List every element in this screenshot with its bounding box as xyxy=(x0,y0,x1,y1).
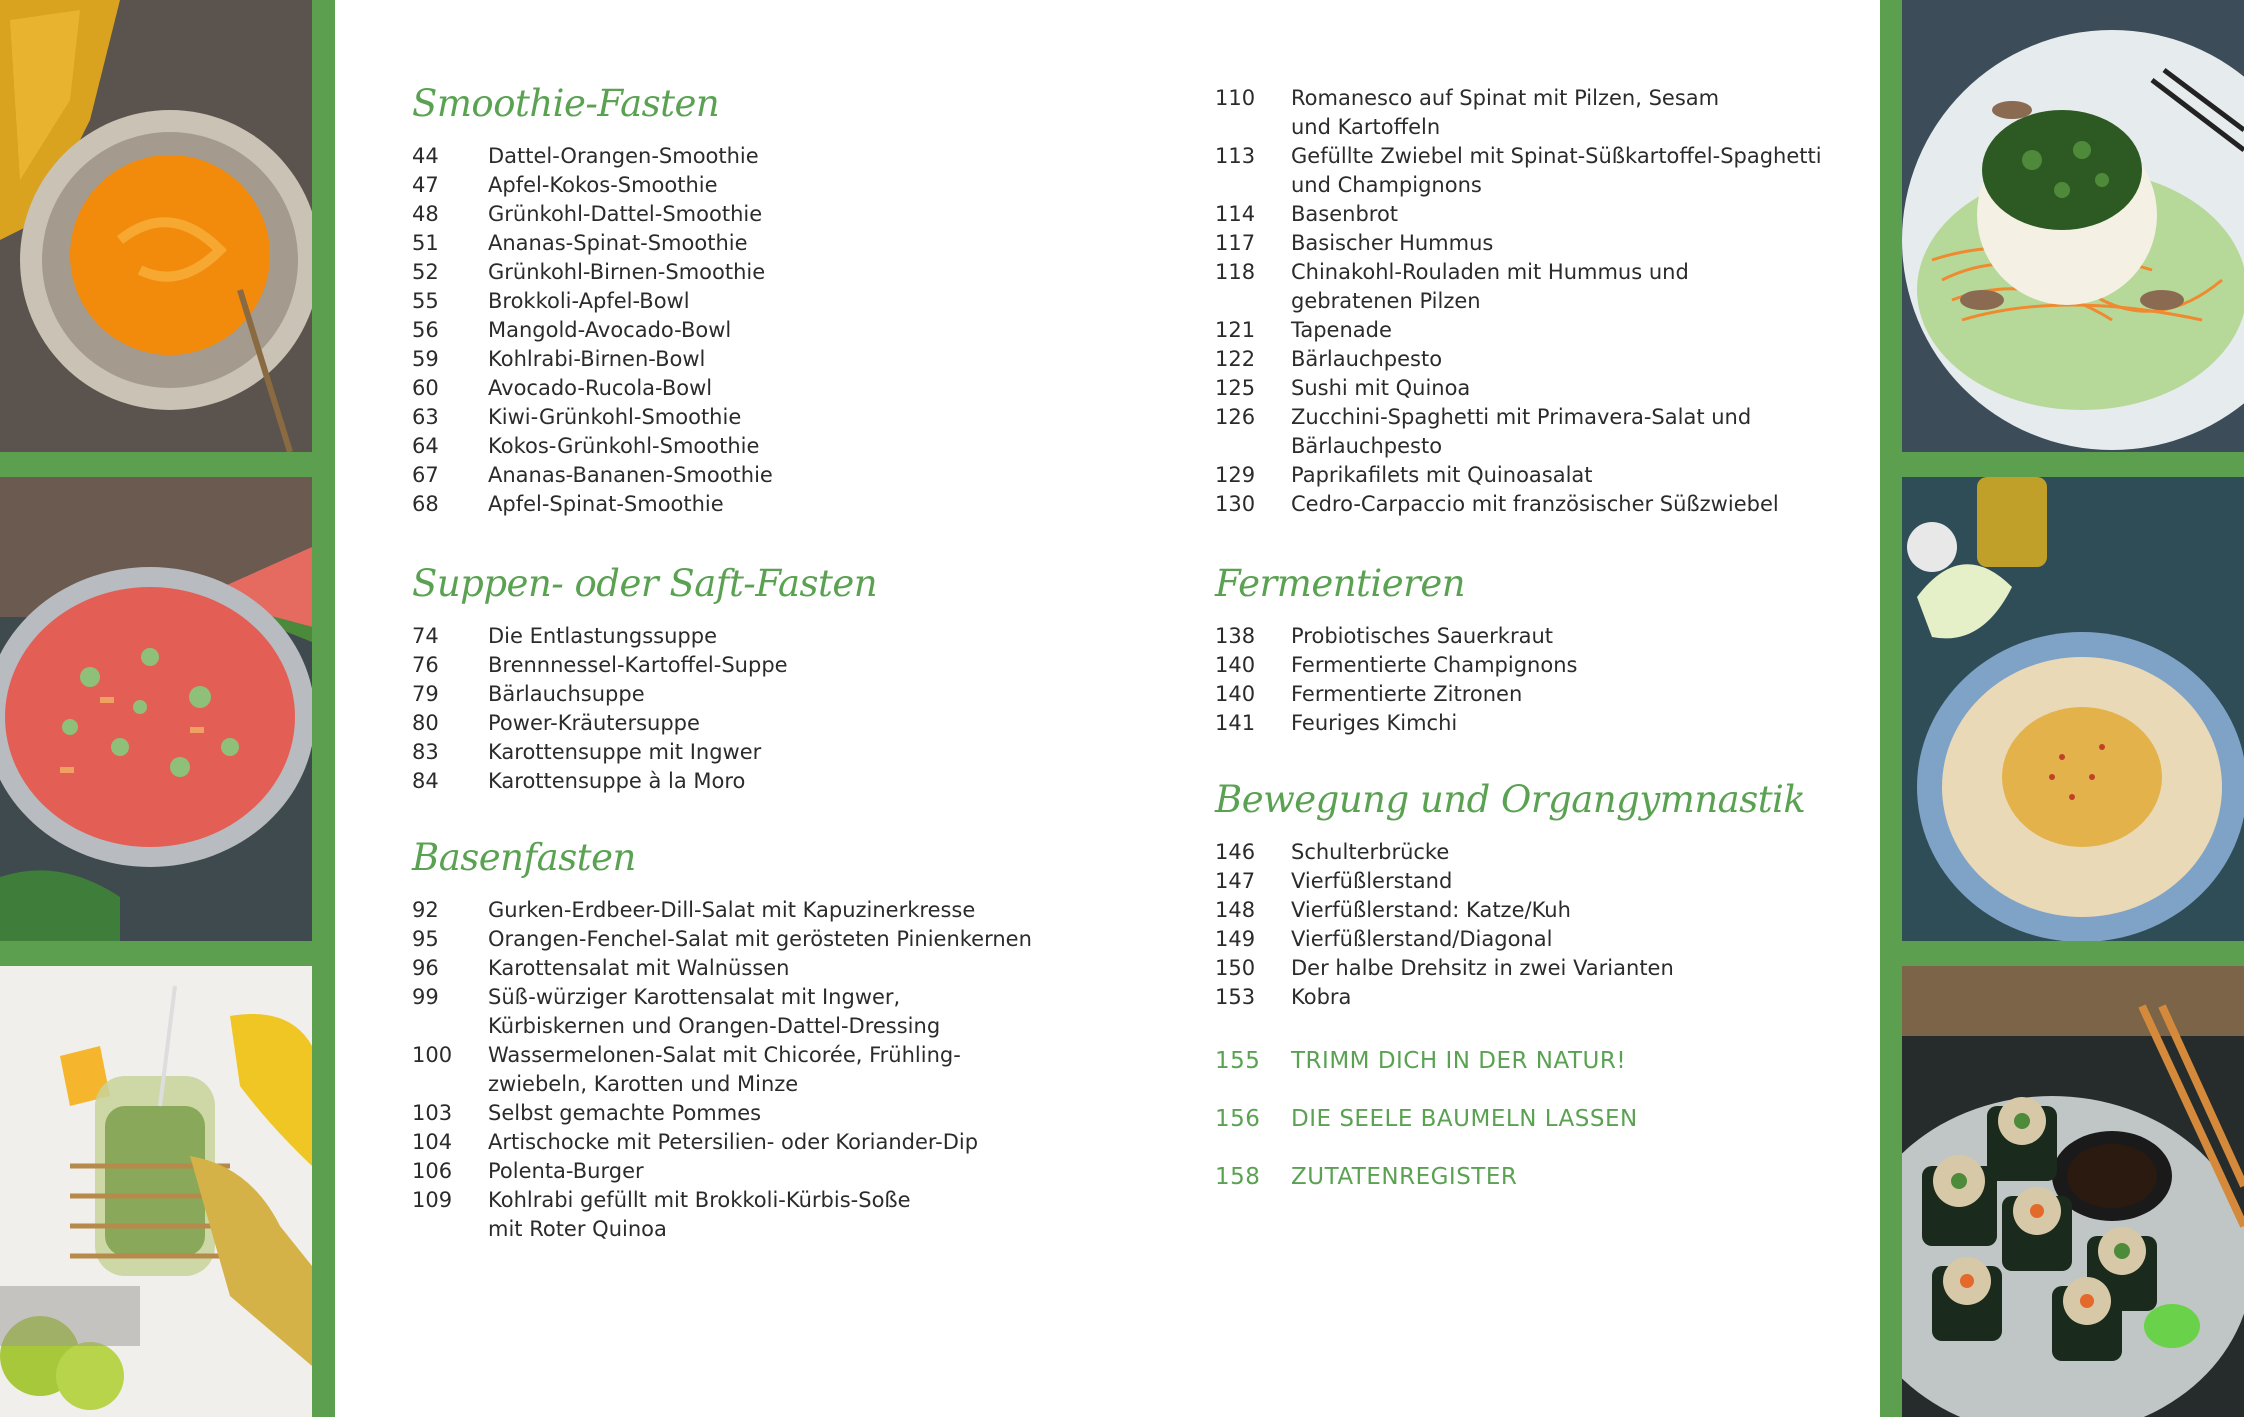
page-number: 47 xyxy=(412,173,439,197)
page-number: 79 xyxy=(412,682,439,706)
entry-title: Kohlrabi-Birnen-Bowl xyxy=(488,347,706,371)
page-number: 44 xyxy=(412,144,439,168)
page-number: 96 xyxy=(412,956,439,980)
entry-title: Vierfüßlerstand xyxy=(1291,869,1453,893)
page-number: 117 xyxy=(1215,231,1256,255)
entry-title: Basischer Hummus xyxy=(1291,231,1494,255)
page-number: 80 xyxy=(412,711,439,735)
entry-title: Feuriges Kimchi xyxy=(1291,711,1458,735)
page-number: 83 xyxy=(412,740,439,764)
page-number: 67 xyxy=(412,463,439,487)
entry-title: Fermentierte Zitronen xyxy=(1291,682,1523,706)
entry-title: Kobra xyxy=(1291,985,1352,1009)
entry-title: Cedro-Carpaccio mit französischer Süßzwiebel xyxy=(1291,492,1779,516)
page-number: 113 xyxy=(1215,144,1256,168)
page-number: 99 xyxy=(412,985,439,1009)
entry-title: Der halbe Drehsitz in zwei Varianten xyxy=(1291,956,1674,980)
page-number: 104 xyxy=(412,1130,453,1154)
section-title-bewegung-und-organgymnastik: Bewegung und Organgymnastik xyxy=(1215,778,1806,821)
page-number: 155 xyxy=(1215,1048,1261,1074)
entry-title: Romanesco auf Spinat mit Pilzen, Sesam xyxy=(1291,86,1720,110)
photo-column-left xyxy=(0,0,335,1417)
entry-title: Karottensuppe à la Moro xyxy=(488,769,746,793)
entry-title: Chinakohl-Rouladen mit Hummus und xyxy=(1291,260,1689,284)
entry-title: Mangold-Avocado-Bowl xyxy=(488,318,732,342)
entry-title: Bärlauchsuppe xyxy=(488,682,645,706)
entry-title: Vierfüßlerstand: Katze/Kuh xyxy=(1291,898,1571,922)
entry-title: Orangen-Fenchel-Salat mit gerösteten Pinienkernen xyxy=(488,927,1032,951)
entry-title: Brennnessel-Kartoffel-Suppe xyxy=(488,653,788,677)
photo-watermelon-salad xyxy=(0,477,312,941)
page-number: 114 xyxy=(1215,202,1256,226)
entry-title: und Kartoffeln xyxy=(1291,115,1441,139)
page-number: 84 xyxy=(412,769,439,793)
page-number: 118 xyxy=(1215,260,1256,284)
page-number: 109 xyxy=(412,1188,453,1212)
section-title-suppen-oder-saft-fasten: Suppen- oder Saft-Fasten xyxy=(412,562,878,605)
entry-title: Fermentierte Champignons xyxy=(1291,653,1578,677)
page-number: 146 xyxy=(1215,840,1256,864)
page-number: 141 xyxy=(1215,711,1256,735)
page-number: 121 xyxy=(1215,318,1256,342)
entry-title: Karottensalat mit Walnüssen xyxy=(488,956,790,980)
page-number: 48 xyxy=(412,202,439,226)
page-number: 64 xyxy=(412,434,439,458)
entry-title: Bärlauchpesto xyxy=(1291,434,1443,458)
entry-title: Grünkohl-Dattel-Smoothie xyxy=(488,202,763,226)
entry-title: Dattel-Orangen-Smoothie xyxy=(488,144,759,168)
entry-title: Basenbrot xyxy=(1291,202,1399,226)
photo-hummus xyxy=(1902,477,2244,941)
photo-carrot-soup xyxy=(0,0,312,452)
entry-title: Paprikafilets mit Quinoasalat xyxy=(1291,463,1593,487)
page-number: 100 xyxy=(412,1043,453,1067)
entry-title: Gurken-Erdbeer-Dill-Salat mit Kapuzinerkresse xyxy=(488,898,976,922)
entry-title: Probiotisches Sauerkraut xyxy=(1291,624,1553,648)
page-number: 125 xyxy=(1215,376,1256,400)
page-number: 148 xyxy=(1215,898,1256,922)
page-number: 74 xyxy=(412,624,439,648)
entry-title: Bärlauchpesto xyxy=(1291,347,1443,371)
page-number: 110 xyxy=(1215,86,1256,110)
entry-title: Apfel-Spinat-Smoothie xyxy=(488,492,724,516)
page-number: 95 xyxy=(412,927,439,951)
section-title-fermentieren: Fermentieren xyxy=(1215,562,1466,605)
entry-title: Kohlrabi gefüllt mit Brokkoli-Kürbis-Soße xyxy=(488,1188,911,1212)
photo-sushi xyxy=(1902,966,2244,1417)
page-number: 59 xyxy=(412,347,439,371)
page-number: 140 xyxy=(1215,682,1256,706)
entry-title: Brokkoli-Apfel-Bowl xyxy=(488,289,690,313)
page-number: 76 xyxy=(412,653,439,677)
entry-title: Die Entlastungssuppe xyxy=(488,624,718,648)
page-number: 106 xyxy=(412,1159,453,1183)
entry-title: Grünkohl-Birnen-Smoothie xyxy=(488,260,766,284)
entry-title: Karottensuppe mit Ingwer xyxy=(488,740,762,764)
page-number: 138 xyxy=(1215,624,1256,648)
page-number: 130 xyxy=(1215,492,1256,516)
page-number: 55 xyxy=(412,289,439,313)
page-number: 158 xyxy=(1215,1164,1261,1190)
photo-stuffed-onion xyxy=(1902,0,2244,452)
entry-title: Power-Kräutersuppe xyxy=(488,711,700,735)
page-number: 60 xyxy=(412,376,439,400)
entry-title: Selbst gemachte Pommes xyxy=(488,1101,762,1125)
section-title-smoothie-fasten: Smoothie-Fasten xyxy=(412,82,720,125)
entry-title: Sushi mit Quinoa xyxy=(1291,376,1471,400)
page-number: 68 xyxy=(412,492,439,516)
entry-title: Ananas-Spinat-Smoothie xyxy=(488,231,748,255)
page-number: 52 xyxy=(412,260,439,284)
page-number: 153 xyxy=(1215,985,1256,1009)
page-number: 122 xyxy=(1215,347,1256,371)
page-number: 51 xyxy=(412,231,439,255)
table-of-contents xyxy=(335,0,1880,1417)
page-number: 150 xyxy=(1215,956,1256,980)
page-number: 147 xyxy=(1215,869,1256,893)
page-number: 129 xyxy=(1215,463,1256,487)
section-title-basenfasten: Basenfasten xyxy=(412,836,636,879)
entry-title: TRIMM DICH IN DER NATUR! xyxy=(1291,1048,1627,1074)
entry-title: und Champignons xyxy=(1291,173,1482,197)
page-number: 92 xyxy=(412,898,439,922)
entry-title: Gefüllte Zwiebel mit Spinat-Süßkartoffel-Spaghetti xyxy=(1291,144,1822,168)
page-number: 103 xyxy=(412,1101,453,1125)
entry-title: gebratenen Pilzen xyxy=(1291,289,1481,313)
entry-title: Ananas-Bananen-Smoothie xyxy=(488,463,773,487)
page-number: 126 xyxy=(1215,405,1256,429)
photo-green-smoothie xyxy=(0,966,312,1417)
entry-title: Polenta-Burger xyxy=(488,1159,644,1183)
entry-title: Schulterbrücke xyxy=(1291,840,1450,864)
entry-title: Artischocke mit Petersilien- oder Koriander-Dip xyxy=(488,1130,979,1154)
entry-title: mit Roter Quinoa xyxy=(488,1217,667,1241)
entry-title: Avocado-Rucola-Bowl xyxy=(488,376,713,400)
page-number: 149 xyxy=(1215,927,1256,951)
entry-title: Kiwi-Grünkohl-Smoothie xyxy=(488,405,742,429)
page-number: 156 xyxy=(1215,1106,1261,1132)
entry-title: Wassermelonen-Salat mit Chicorée, Frühling- xyxy=(488,1043,961,1067)
entry-title: Süß-würziger Karottensalat mit Ingwer, xyxy=(488,985,901,1009)
entry-title: Tapenade xyxy=(1291,318,1392,342)
entry-title: Vierfüßlerstand/Diagonal xyxy=(1291,927,1553,951)
page-number: 140 xyxy=(1215,653,1256,677)
entry-title: Zucchini-Spaghetti mit Primavera-Salat und xyxy=(1291,405,1752,429)
entry-title: DIE SEELE BAUMELN LASSEN xyxy=(1291,1106,1638,1132)
page-number: 56 xyxy=(412,318,439,342)
entry-title: Kokos-Grünkohl-Smoothie xyxy=(488,434,760,458)
photo-column-right xyxy=(1880,0,2244,1417)
entry-title: Kürbiskernen und Orangen-Dattel-Dressing xyxy=(488,1014,941,1038)
entry-title: ZUTATENREGISTER xyxy=(1291,1164,1518,1190)
page-number: 63 xyxy=(412,405,439,429)
entry-title: Apfel-Kokos-Smoothie xyxy=(488,173,718,197)
entry-title: zwiebeln, Karotten und Minze xyxy=(488,1072,799,1096)
